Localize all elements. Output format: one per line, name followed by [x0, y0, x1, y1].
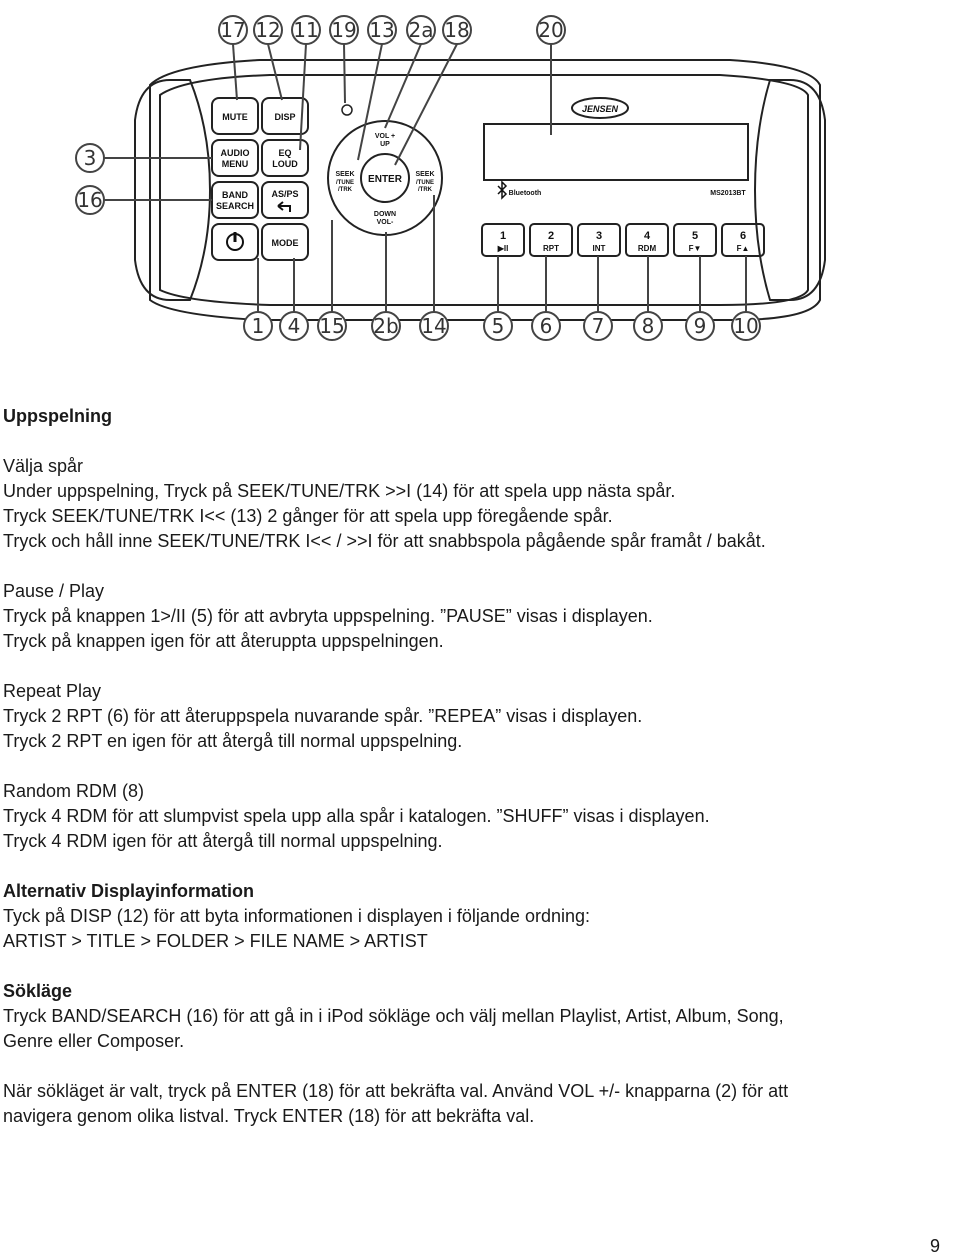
callout-17-label: 17 — [220, 18, 246, 42]
model-label: MS2013BT — [710, 190, 746, 197]
seek-left-label: /TUNE — [336, 180, 354, 186]
display-window — [484, 124, 748, 180]
body-line: Tryck på knappen igen för att återuppta uppspelningen. — [3, 631, 444, 651]
callout-2a — [407, 16, 435, 44]
callout-10 — [732, 312, 760, 340]
callout-6-label: 6 — [539, 314, 553, 338]
spacer — [3, 429, 943, 454]
body-line: Tryck och håll inne SEEK/TUNE/TRK I<< / >>I för att snabbspola pågående spår framåt / bakåt. — [3, 531, 766, 551]
callout-9-label: 9 — [693, 314, 707, 338]
callout-8-label: 8 — [641, 314, 655, 338]
body-line: Pause / Play — [3, 581, 105, 601]
body-line: Tryck SEEK/TUNE/TRK I<< (13) 2 gånger för att spela upp föregående spår. — [3, 506, 613, 526]
callout-4 — [280, 312, 308, 340]
section-heading: Sökläge — [3, 981, 73, 1001]
callout-20 — [537, 16, 565, 44]
button-5[interactable] — [212, 182, 258, 218]
body-line: ARTIST > TITLE > FOLDER > FILE NAME > ARTIST — [3, 931, 428, 951]
spacer — [3, 654, 943, 679]
callout-6 — [532, 312, 560, 340]
body-line: navigera genom olika listval. Tryck ENTER (18) för att bekräfta val. — [3, 1106, 535, 1126]
body-line: Tyck på DISP (12) för att byta informationen i displayen i följande ordning: — [3, 906, 590, 926]
callout-16-label: 16 — [77, 188, 103, 212]
callout-2b — [372, 312, 400, 340]
callout-8 — [634, 312, 662, 340]
button-label: BAND — [222, 190, 248, 200]
manual-text — [3, 404, 943, 1129]
callout-1-label: 1 — [251, 314, 265, 338]
callout-17 — [219, 16, 247, 44]
callout-1 — [244, 312, 272, 340]
callout-3 — [76, 144, 104, 172]
sensor-dot — [342, 105, 352, 115]
leader-line — [385, 44, 421, 128]
button-label: MODE — [271, 238, 299, 248]
button-label: MUTE — [222, 112, 248, 122]
preset-number: 1 — [499, 230, 507, 242]
callout-7-label: 7 — [591, 314, 605, 338]
callout-5-label: 5 — [491, 314, 505, 338]
section-heading: Alternativ Displayinformation — [3, 881, 255, 901]
preset-number: 3 — [595, 230, 603, 242]
callout-18 — [443, 16, 471, 44]
preset-number: 4 — [643, 230, 651, 242]
spacer — [3, 754, 943, 779]
page-number: 9 — [929, 1236, 940, 1256]
button-label: MENU — [221, 159, 249, 169]
enter-label: ENTER — [368, 174, 402, 185]
body-line: Random RDM (8) — [3, 781, 145, 801]
button-label: LOUD — [272, 159, 298, 169]
body-line: När sökläget är valt, tryck på ENTER (18) för att bekräfta val. Använd VOL +/- knapparna (2) för att — [3, 1081, 789, 1101]
preset-label: RDM — [637, 244, 657, 253]
body-line: Tryck på knappen 1>/II (5) för att avbryta uppspelning. ”PAUSE” visas i displayen. — [3, 606, 653, 626]
callout-16 — [76, 186, 104, 214]
vol-up-label: VOL + — [374, 133, 396, 140]
button-6[interactable] — [262, 182, 308, 218]
callout-12-label: 12 — [255, 18, 281, 42]
radio-diagram — [0, 0, 960, 360]
left-end-cap — [135, 80, 210, 300]
seek-left-label: SEEK — [335, 171, 355, 178]
callout-13-label: 13 — [369, 18, 395, 42]
button-label: EQ — [278, 148, 292, 158]
leader-line — [268, 44, 282, 100]
callout-19-label: 19 — [331, 18, 357, 42]
body-line: Välja spår — [3, 456, 84, 476]
preset-label: ▶II — [497, 244, 509, 253]
button-label: SEARCH — [215, 201, 255, 211]
body-line: Tryck BAND/SEARCH (16) för att gå in i iPod sökläge och välj mellan Playlist, Artist, Album, Song, — [3, 1006, 784, 1026]
leader-line — [395, 44, 457, 165]
spacer — [3, 954, 943, 979]
leader-line — [358, 44, 382, 160]
seek-right-label: /TRK — [418, 187, 432, 193]
body-line: Genre eller Composer. — [3, 1031, 185, 1051]
callout-3-label: 3 — [83, 146, 97, 170]
seek-left-label: /TRK — [338, 187, 352, 193]
back-arrow-icon — [278, 202, 290, 212]
spacer — [3, 554, 943, 579]
callout-5 — [484, 312, 512, 340]
leader-line — [344, 44, 345, 103]
bluetooth-icon — [498, 182, 506, 198]
body-line: Tryck 4 RDM igen för att återgå till normal uppspelning. — [3, 831, 443, 851]
body-line: Tryck 2 RPT (6) för att återuppspela nuvarande spår. ”REPEA” visas i displayen. — [3, 706, 643, 726]
button-3[interactable] — [212, 140, 258, 176]
body-line: Tryck 4 RDM för att slumpvist spela upp alla spår i katalogen. ”SHUFF” visas i displayen. — [3, 806, 710, 826]
right-end-cap — [755, 80, 825, 300]
vol-down-label: DOWN — [373, 211, 397, 218]
callout-11 — [292, 16, 320, 44]
callout-14-label: 14 — [421, 314, 447, 338]
faceplate-outline — [104, 44, 825, 320]
callout-14 — [420, 312, 448, 340]
callout-7 — [584, 312, 612, 340]
preset-label: INT — [592, 244, 606, 253]
callout-2b-label: 2b — [373, 314, 399, 338]
callout-11-label: 11 — [293, 18, 319, 42]
body-line: Repeat Play — [3, 681, 102, 701]
seek-right-label: /TUNE — [416, 180, 434, 186]
callout-13 — [368, 16, 396, 44]
callout-10-label: 10 — [733, 314, 759, 338]
seek-right-label: SEEK — [415, 171, 435, 178]
callout-20-label: 20 — [538, 18, 564, 42]
callout-12 — [254, 16, 282, 44]
preset-number: 6 — [739, 230, 747, 242]
spacer — [3, 1054, 943, 1079]
callout-2a-label: 2a — [408, 18, 434, 42]
bluetooth-label: Bluetooth — [508, 190, 542, 197]
body-line: Under uppspelning, Tryck på SEEK/TUNE/TRK >>I (14) för att spela upp nästa spår. — [3, 481, 676, 501]
preset-label: F▲ — [736, 244, 750, 253]
section-heading: Uppspelning — [3, 406, 112, 426]
callout-19 — [330, 16, 358, 44]
callout-15-label: 15 — [319, 314, 345, 338]
body-line: Tryck 2 RPT en igen för att återgå till normal uppspelning. — [3, 731, 463, 751]
callout-9 — [686, 312, 714, 340]
leader-line — [233, 44, 237, 100]
brand-logo: JENSEN — [581, 104, 619, 114]
vol-up-label: UP — [380, 141, 390, 148]
callout-4-label: 4 — [287, 314, 301, 338]
spacer — [3, 854, 943, 879]
preset-label: F▼ — [688, 244, 702, 253]
preset-number: 2 — [547, 230, 555, 242]
button-label: DISP — [274, 112, 296, 122]
button-label: AUDIO — [220, 148, 250, 158]
button-label: AS/PS — [271, 189, 299, 199]
preset-label: RPT — [543, 244, 559, 253]
vol-down-label: VOL- — [376, 219, 394, 226]
callout-18-label: 18 — [444, 18, 470, 42]
preset-number: 5 — [691, 230, 699, 242]
callout-15 — [318, 312, 346, 340]
